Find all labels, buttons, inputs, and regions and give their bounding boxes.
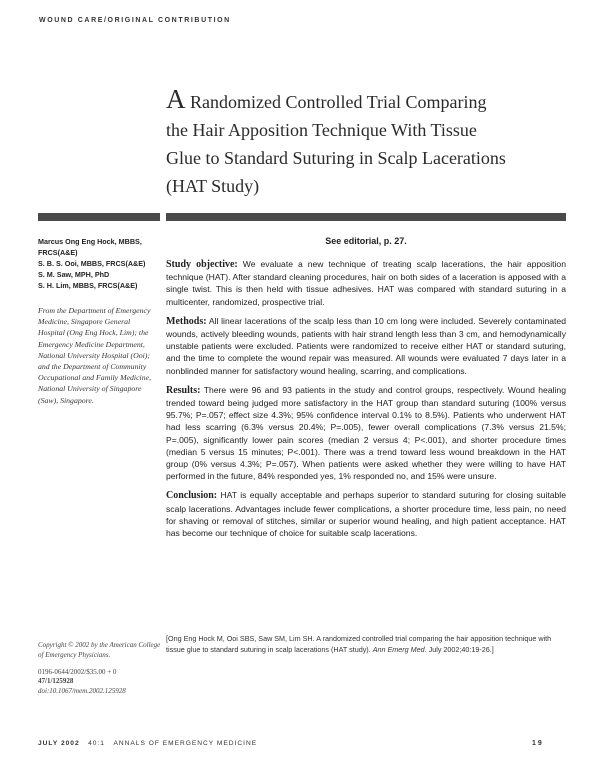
- results-heading: Results:: [166, 384, 201, 396]
- publication-meta: [38, 668, 166, 696]
- citation-journal: Ann Emerg Med.: [372, 644, 427, 654]
- copyright: Copyright © 2002 by the American College of Emergency Physicians.: [38, 641, 161, 659]
- title-line-4: (HAT Study): [166, 176, 260, 196]
- page-number: 19: [532, 740, 544, 747]
- title-line-3: Glue to Standard Suturing in Scalp Lacerations: [166, 148, 506, 168]
- right-rule: [166, 213, 566, 221]
- abstract: [166, 258, 566, 546]
- title-drop-cap: A: [166, 84, 186, 114]
- footer-date: JULY 2002: [38, 740, 80, 747]
- abstract-results: [166, 384, 566, 483]
- author-4: S. H. Lim, MBBS, FRCS(A&E): [38, 281, 138, 290]
- title-line-1: Randomized Controlled Trial Comparing: [185, 92, 487, 112]
- doi: doi:10.1067/mem.2002.125928: [38, 686, 126, 695]
- abstract-conclusion: [166, 489, 566, 539]
- section-label: WOUND CARE/ORIGINAL CONTRIBUTION: [39, 17, 231, 24]
- citation-text: [Ong Eng Hock M, Ooi SBS, Saw SM, Lim SH. A randomized controlled trial comparing the hair apposition technique with tissue glue to standard suturing in scalp lacerations (HAT study).: [166, 634, 552, 654]
- methods-heading: Methods:: [166, 315, 207, 327]
- author-3: S. M. Saw, MPH, PhD: [38, 270, 110, 279]
- footer-volume: 40:1: [88, 740, 105, 747]
- citation: [166, 634, 566, 655]
- title-line-2: the Hair Apposition Technique With Tissue: [166, 120, 477, 140]
- author-2: S. B. S. Ooi, MBBS, FRCS(A&E): [38, 259, 146, 268]
- left-rule: [38, 213, 160, 221]
- footer: [38, 740, 257, 747]
- results-text: There were 96 and 93 patients in the study and control groups, respectively. Wound healing trended toward being judged more satisfactory in the HAT group than standard suturing (100% versus 95.7%; P=.057; effect size 4.3%; 95% confidence interval 0.1% to 8.5%). Patients who underwent HAT had less scarring (6.3% versus 20.4%; P=.005), fewer overall complications (7.3% versus 21.5%; P=.005), significantly lower pain scores (median 2 versus 4; P<.001), and shorter procedure times (median 5 versus 15 minutes; P<.001). There was a trend toward less wound breakdown in the HAT group (0% versus 4.3%; P=.057). When patients were asked whether they were willing to have HAT performed in the future, 84% responded yes, 1% responded no, and 15% were unsure.: [166, 384, 566, 482]
- conclusion-text: HAT is equally acceptable and perhaps superior to standard suturing for closing suitable scalp lacerations. Advantages include fewer complications, a shorter procedure time, less pain, no need for shaving or removal of stitches, similar or superior wound healing, and high patient acceptance. HAT has become our technique of choice for suitable scalp lacerations.: [166, 490, 566, 539]
- affiliation: From the Department of Emergency Medicine, Singapore General Hospital (Ong Eng Hock, Lim); the Emergency Medicine Department, National University Hospital (Ooi); and the Department of Community Occupational and Family Medicine, National University of Singapore (Saw), Singapore.: [38, 306, 152, 405]
- article-title: [166, 85, 566, 200]
- abstract-methods: [166, 315, 566, 377]
- objective-text: We evaluate a new technique of treating scalp lacerations, the hair apposition technique (HAT). After standard cleaning procedures, hair on both sides of a laceration is apposed with a single twist. This is then held with tissue adhesives. HAT was compared with standard suturing in a multicenter, randomized, prospective trial.: [166, 259, 566, 307]
- article-code: 47/1/125928: [38, 677, 74, 686]
- footer-journal: ANNALS OF EMERGENCY MEDICINE: [113, 740, 258, 747]
- objective-heading: Study objective:: [166, 259, 238, 270]
- methods-text: All linear lacerations of the scalp less than 10 cm long were included. Severely contaminated wounds, actively bleeding wounds, patients with hair strand length less than 3 cm, and hemodynamically unstable patients were excluded. Patients were randomized to receive either HAT or standard suturing, and the time to complete the wound repair was measured. All wounds were evaluated 7 days later in a nonblinded manner for satisfactory wound healing, scarring, and complications.: [166, 315, 566, 376]
- conclusion-heading: Conclusion:: [166, 490, 218, 502]
- citation-tail: July 2002;40:19-26.]: [428, 644, 494, 654]
- author-list: [38, 236, 166, 291]
- editorial-note: See editorial, p. 27.: [325, 236, 407, 246]
- issn: 0196-0644/2002/$35.00 + 0: [38, 668, 117, 676]
- abstract-objective: [166, 258, 566, 308]
- author-1: Marcus Ong Eng Hock, MBBS, FRCS(A&E): [38, 237, 142, 257]
